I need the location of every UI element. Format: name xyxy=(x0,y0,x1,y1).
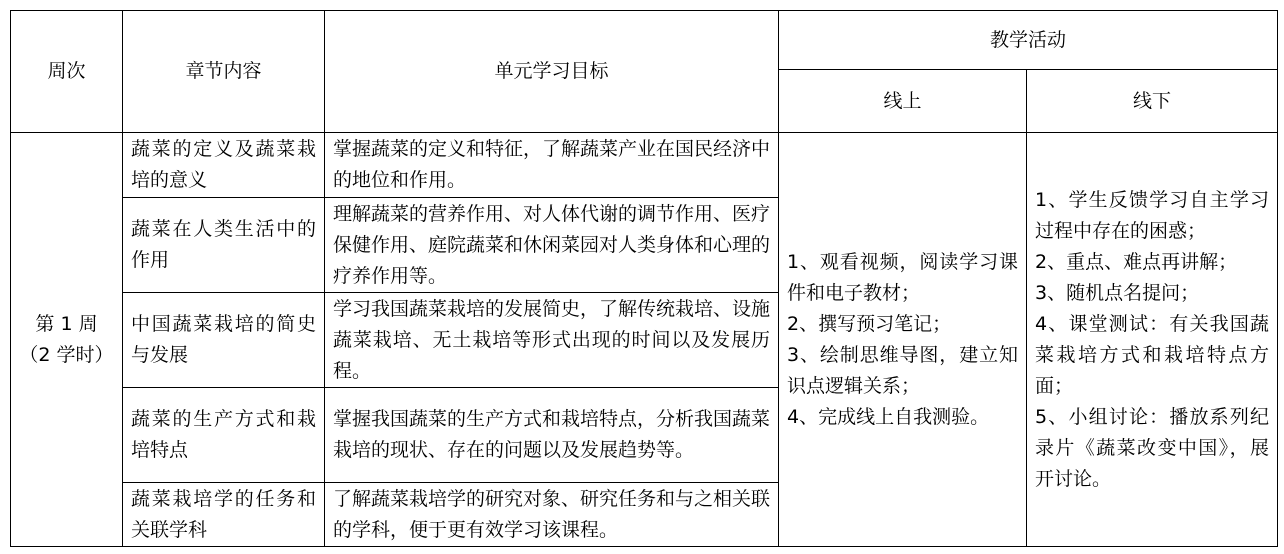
teaching-plan-table xyxy=(10,10,1278,547)
offline-item: 2、重点、难点再讲解； xyxy=(1035,250,1238,273)
offline-item: 1、学生反馈学习自主学习过程中存在的困惑； xyxy=(1035,188,1270,242)
online-item: 3、绘制思维导图，建立知识点逻辑关系； xyxy=(787,343,1018,397)
offline-activity-cell xyxy=(1027,133,1278,547)
week-hours: （2 学时） xyxy=(19,343,114,366)
online-item: 4、完成线上自我测验。 xyxy=(787,405,990,428)
goal-cell: 理解蔬菜的营养作用、对人体代谢的调节作用、医疗保健作用、庭院蔬菜和休闲菜园对人类身体和心理的疗养作用等。 xyxy=(325,198,779,293)
header-chapter: 章节内容 xyxy=(123,11,325,133)
week-cell xyxy=(11,133,123,547)
chapter-cell: 中国蔬菜栽培的简史与发展 xyxy=(123,293,325,388)
chapter-cell: 蔬菜栽培学的任务和关联学科 xyxy=(123,483,325,547)
offline-item: 3、随机点名提问； xyxy=(1035,281,1200,304)
offline-item: 4、课堂测试：有关我国蔬菜栽培方式和栽培特点方面； xyxy=(1035,312,1270,397)
table-row xyxy=(11,133,1278,198)
header-goal: 单元学习目标 xyxy=(325,11,779,133)
online-item: 1、观看视频，阅读学习课件和电子教材； xyxy=(787,250,1018,304)
chapter-cell: 蔬菜的生产方式和栽培特点 xyxy=(123,388,325,483)
header-online: 线上 xyxy=(779,70,1027,133)
goal-cell: 学习我国蔬菜栽培的发展简史，了解传统栽培、设施蔬菜栽培、无土栽培等形式出现的时间以及发展历程。 xyxy=(325,293,779,388)
week-label: 第 1 周 xyxy=(35,312,98,335)
header-activity: 教学活动 xyxy=(779,11,1278,70)
header-offline: 线下 xyxy=(1027,70,1278,133)
chapter-cell: 蔬菜的定义及蔬菜栽培的意义 xyxy=(123,133,325,198)
header-week: 周次 xyxy=(11,11,123,133)
goal-cell: 了解蔬菜栽培学的研究对象、研究任务和与之相关联的学科，便于更有效学习该课程。 xyxy=(325,483,779,547)
online-activity-cell xyxy=(779,133,1027,547)
chapter-cell: 蔬菜在人类生活中的作用 xyxy=(123,198,325,293)
offline-item: 5、小组讨论：播放系列纪录片《蔬菜改变中国》，展开讨论。 xyxy=(1035,405,1270,490)
goal-cell: 掌握我国蔬菜的生产方式和栽培特点，分析我国蔬菜栽培的现状、存在的问题以及发展趋势等。 xyxy=(325,388,779,483)
online-item: 2、撰写预习笔记； xyxy=(787,312,952,335)
header-row-1 xyxy=(11,11,1278,70)
goal-cell: 掌握蔬菜的定义和特征，了解蔬菜产业在国民经济中的地位和作用。 xyxy=(325,133,779,198)
